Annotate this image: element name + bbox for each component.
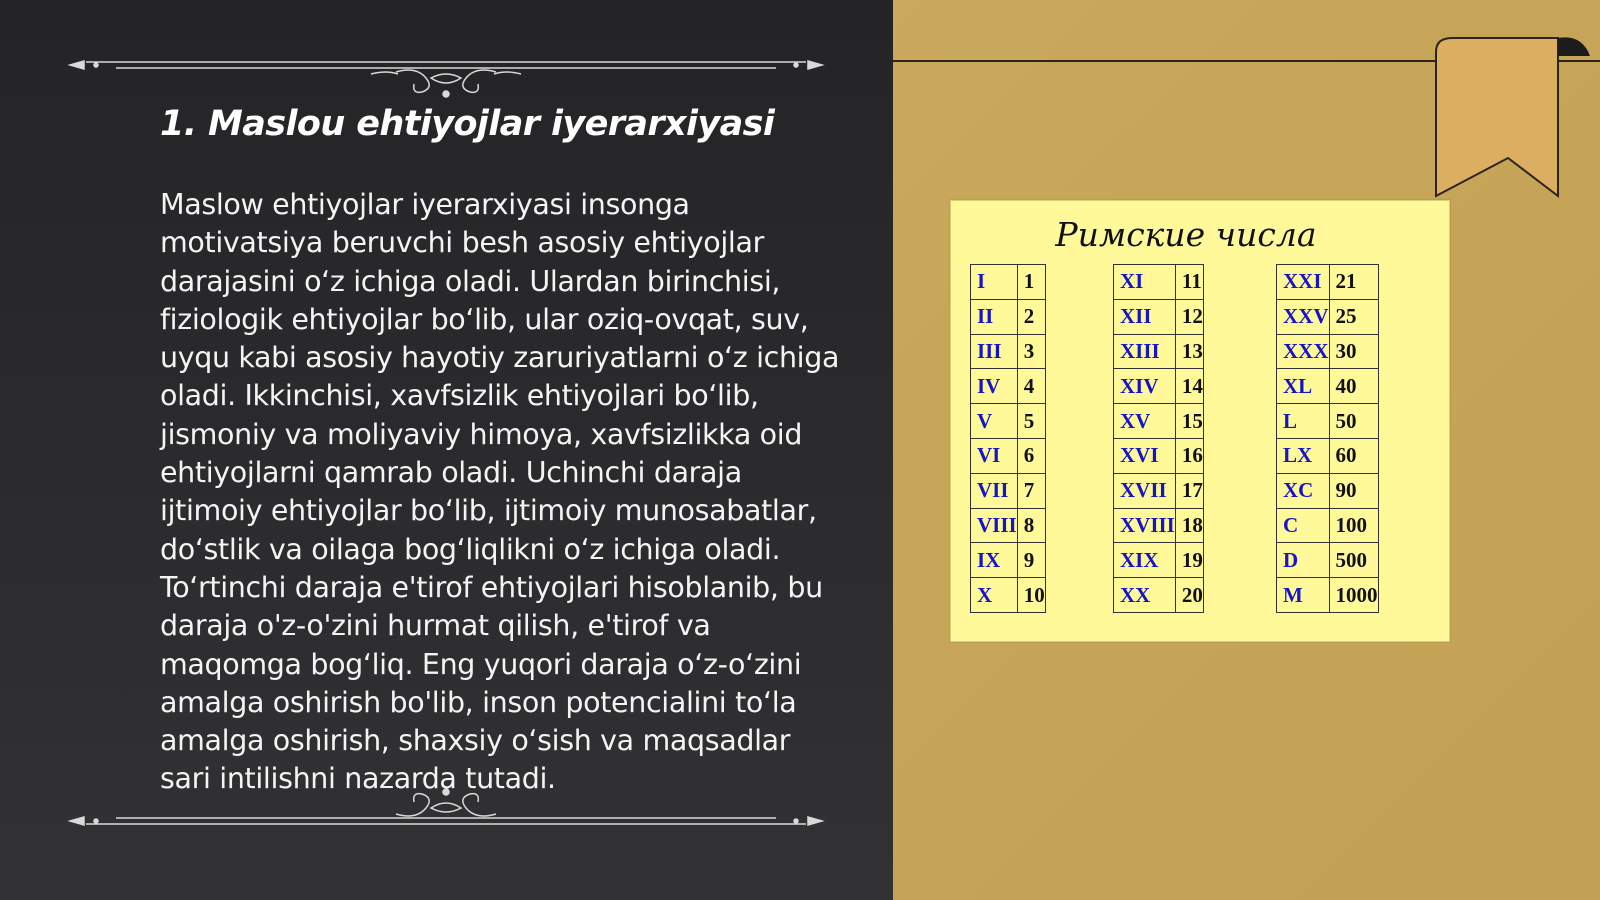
roman-numeral-cell: XVI xyxy=(1114,438,1176,473)
slide-title: 1. Maslou ehtiyojlar iyerarxiyasi xyxy=(160,104,775,144)
arabic-number-cell: 15 xyxy=(1175,404,1203,439)
bookmark-ribbon-icon xyxy=(1430,34,1600,202)
arabic-number-cell: 25 xyxy=(1329,299,1378,334)
roman-numeral-cell: V xyxy=(971,404,1018,439)
roman-numeral-cell: VI xyxy=(971,438,1018,473)
roman-numeral-cell: D xyxy=(1277,543,1330,578)
roman-column-3 xyxy=(1276,264,1379,613)
roman-table-row xyxy=(971,543,1046,578)
roman-numeral-cell: XIII xyxy=(1114,334,1176,369)
roman-table-row xyxy=(971,578,1046,613)
arabic-number-cell: 100 xyxy=(1329,508,1378,543)
roman-numeral-cell: XII xyxy=(1114,299,1176,334)
roman-numeral-cell: X xyxy=(971,578,1018,613)
roman-numeral-cell: XI xyxy=(1114,265,1176,300)
roman-table-row xyxy=(971,299,1046,334)
roman-table-row xyxy=(1114,508,1204,543)
roman-table-row xyxy=(1114,265,1204,300)
roman-numeral-cell: VIII xyxy=(971,508,1018,543)
roman-table-row xyxy=(1277,334,1379,369)
roman-numeral-cell: XIX xyxy=(1114,543,1176,578)
arabic-number-cell: 6 xyxy=(1017,438,1045,473)
arabic-number-cell: 21 xyxy=(1329,265,1378,300)
roman-numeral-cell: VII xyxy=(971,473,1018,508)
arabic-number-cell: 16 xyxy=(1175,438,1203,473)
arabic-number-cell: 12 xyxy=(1175,299,1203,334)
roman-numeral-cell: I xyxy=(971,265,1018,300)
roman-table-row xyxy=(1277,578,1379,613)
roman-table-row xyxy=(1277,543,1379,578)
roman-table-row xyxy=(971,334,1046,369)
roman-numeral-cell: XC xyxy=(1277,473,1330,508)
arabic-number-cell: 11 xyxy=(1175,265,1203,300)
arabic-number-cell: 50 xyxy=(1329,404,1378,439)
roman-table-row xyxy=(1277,299,1379,334)
roman-table-row xyxy=(971,508,1046,543)
arabic-number-cell: 20 xyxy=(1175,578,1203,613)
arabic-number-cell: 90 xyxy=(1329,473,1378,508)
roman-table-row xyxy=(971,404,1046,439)
roman-numeral-cell: II xyxy=(971,299,1018,334)
roman-table-row xyxy=(971,473,1046,508)
roman-numeral-cell: IV xyxy=(971,369,1018,404)
roman-column-1 xyxy=(970,264,1046,613)
arabic-number-cell: 60 xyxy=(1329,438,1378,473)
arabic-number-cell: 14 xyxy=(1175,369,1203,404)
arabic-number-cell: 9 xyxy=(1017,543,1045,578)
roman-numeral-cell: III xyxy=(971,334,1018,369)
roman-table-row xyxy=(1277,404,1379,439)
roman-table-row xyxy=(1277,369,1379,404)
roman-numeral-cell: XVII xyxy=(1114,473,1176,508)
roman-numeral-cell: LX xyxy=(1277,438,1330,473)
roman-table-row xyxy=(1114,543,1204,578)
arabic-number-cell: 13 xyxy=(1175,334,1203,369)
roman-table-row xyxy=(1277,473,1379,508)
arabic-number-cell: 18 xyxy=(1175,508,1203,543)
roman-numerals-card xyxy=(950,200,1450,642)
slide-body-text: Maslow ehtiyojlar iyerarxiyasi insonga motivatsiya beruvchi besh asosiy ehtiyojlar darajasini oʻz ichiga oladi. Ulardan birinchisi, fiziologik ehtiyojlar boʻlib, ular oziq-ovqat, suv, uyqu kabi asosiy hayotiy zaruriyatlarni oʻz ichiga oladi. Ikkinchisi, xavfsizlik ehtiyojlari boʻlib, jismoniy va moliyaviy himoya, xavfsizlikka oid ehtiyojlarni qamrab oladi. Uchinchi daraja ijtimoiy ehtiyojlar boʻlib, ijtimoiy munosabatlar, doʻstlik va oilaga bogʻliqlikni oʻz ichiga oladi. Toʻrtinchi daraja e'tirof ehtiyojlari hisoblanib, bu daraja o'z-o'zini hurmat qilish, e'tirof va maqomga bogʻliq. Eng yuqori daraja oʻz-oʻzini amalga oshirish bo'lib, inson potencialini toʻla amalga oshirish, shaxsiy oʻsish va maqsadlar sari intilishni nazarda tutadi. xyxy=(160,188,840,796)
roman-numeral-cell: XL xyxy=(1277,369,1330,404)
roman-table-row xyxy=(1114,473,1204,508)
top-ornament-divider xyxy=(66,48,826,108)
arabic-number-cell: 5 xyxy=(1017,404,1045,439)
roman-table-row xyxy=(1114,369,1204,404)
roman-numeral-cell: XX xyxy=(1114,578,1176,613)
arabic-number-cell: 7 xyxy=(1017,473,1045,508)
roman-numeral-cell: XXI xyxy=(1277,265,1330,300)
roman-numeral-cell: L xyxy=(1277,404,1330,439)
roman-numeral-cell: C xyxy=(1277,508,1330,543)
arabic-number-cell: 8 xyxy=(1017,508,1045,543)
roman-table-row xyxy=(971,438,1046,473)
roman-numeral-cell: M xyxy=(1277,578,1330,613)
roman-table-row xyxy=(1114,438,1204,473)
roman-table-row xyxy=(1114,299,1204,334)
arabic-number-cell: 10 xyxy=(1017,578,1045,613)
arabic-number-cell: 40 xyxy=(1329,369,1378,404)
arabic-number-cell: 3 xyxy=(1017,334,1045,369)
arabic-number-cell: 17 xyxy=(1175,473,1203,508)
roman-table-row xyxy=(1114,578,1204,613)
roman-numeral-cell: XV xyxy=(1114,404,1176,439)
roman-table-row xyxy=(1114,404,1204,439)
arabic-number-cell: 500 xyxy=(1329,543,1378,578)
arabic-number-cell: 2 xyxy=(1017,299,1045,334)
roman-table-row xyxy=(1277,508,1379,543)
arabic-number-cell: 1000 xyxy=(1329,578,1378,613)
roman-table-row xyxy=(971,265,1046,300)
roman-numeral-cell: XVIII xyxy=(1114,508,1176,543)
arabic-number-cell: 1 xyxy=(1017,265,1045,300)
roman-numeral-cell: XXV xyxy=(1277,299,1330,334)
arabic-number-cell: 19 xyxy=(1175,543,1203,578)
roman-numeral-cell: XIV xyxy=(1114,369,1176,404)
roman-table-row xyxy=(971,369,1046,404)
roman-table-row xyxy=(1277,265,1379,300)
roman-card-title: Римские числа xyxy=(1055,215,1317,254)
roman-numeral-cell: XXX xyxy=(1277,334,1330,369)
roman-table-row xyxy=(1277,438,1379,473)
roman-table-row xyxy=(1114,334,1204,369)
roman-column-2 xyxy=(1113,264,1204,613)
roman-numeral-cell: IX xyxy=(971,543,1018,578)
arabic-number-cell: 4 xyxy=(1017,369,1045,404)
arabic-number-cell: 30 xyxy=(1329,334,1378,369)
